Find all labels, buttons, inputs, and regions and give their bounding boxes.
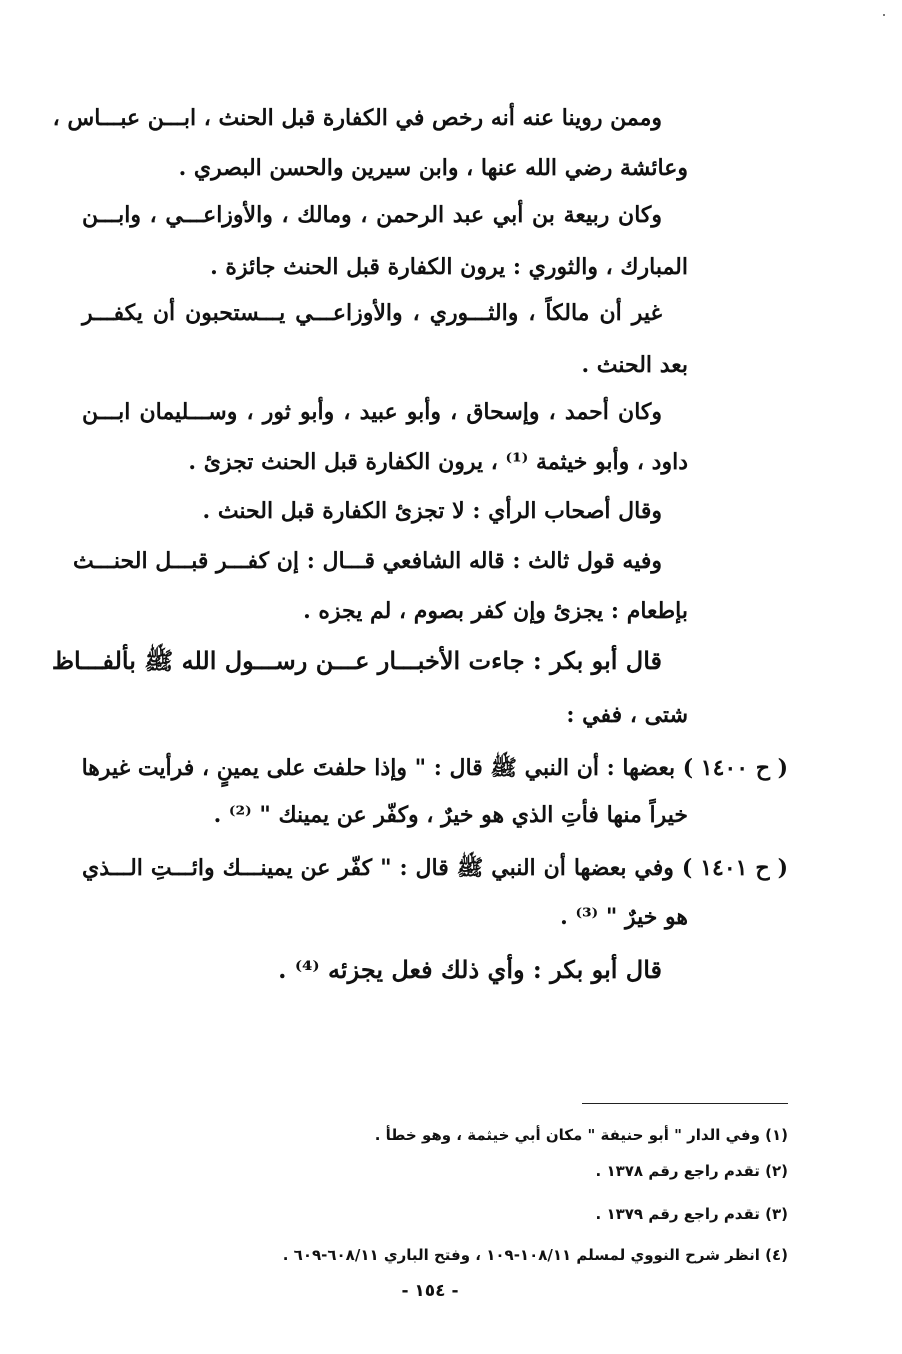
hadith-1401-line-1: ( ح ١٤٠١ ) وفي بعضها أن النبي ﷺ قال : " كفّر عن يمينـــك وائـــتِ الـــذي	[82, 855, 788, 881]
hadith-1400-line-2: خيراً منها فأتِ الذي هو خيرٌ ، وكفّر عن يمينك " ⁽²⁾ .	[213, 802, 688, 828]
footnote-3: (٣) تقدم راجع رقم ١٣٧٩ .	[595, 1205, 788, 1223]
body-line-2: وعائشة رضي الله عنها ، وابن سيرين والحسن البصري .	[178, 155, 688, 181]
body-line-final: قال أبو بكر : وأي ذلك فعل يجزئه ⁽⁴⁾ .	[278, 955, 662, 984]
body-line-3: وكان ربيعة بن أبي عبد الرحمن ، ومالك ، والأوزاعـــي ، وابـــن	[82, 202, 662, 228]
body-line-4: المبارك ، والثوري : يرون الكفارة قبل الحنث جائزة .	[210, 254, 688, 280]
body-line-13: شتى ، ففي :	[566, 702, 688, 728]
body-line-11: بإطعام : يجزئ وإن كفر بصوم ، لم يجزه .	[303, 598, 688, 624]
hadith-1400-line-1: ( ح ١٤٠٠ ) بعضها : أن النبي ﷺ قال : " وإذا حلفتَ على يمينٍ ، فرأيت غيرها	[81, 755, 788, 781]
body-line-12: قال أبو بكر : جاءت الأخبـــار عـــن رســـول الله ﷺ بألفـــاظ	[51, 646, 662, 675]
page-number: - ١٥٤ -	[401, 1281, 459, 1301]
footnote-separator	[582, 1103, 788, 1104]
body-line-10: وفيه قول ثالث : قاله الشافعي قـــال : إن كفـــر قبـــل الحنـــث	[72, 548, 662, 574]
body-line-5: غير أن مالكاً ، والثـــوري ، والأوزاعـــي يـــستحبون أن يكفـــر	[82, 300, 662, 326]
body-line-6: بعد الحنث .	[581, 352, 688, 378]
footnote-2: (٢) تقدم راجع رقم ١٣٧٨ .	[595, 1162, 788, 1180]
body-line-8: داود ، وأبو خيثمة ⁽¹⁾ ، يرون الكفارة قبل الحنث تجزئ .	[188, 449, 688, 475]
hadith-1401-line-2: هو خيرٌ " ⁽³⁾ .	[560, 904, 688, 930]
scan-edge-mark	[883, 14, 885, 16]
footnote-1: (١) وفي الدار " أبو حنيفة " مكان أبي خيثمة ، وهو خطأ .	[374, 1126, 788, 1144]
body-line-7: وكان أحمد ، وإسحاق ، وأبو عبيد ، وأبو ثور ، وســـليمان ابـــن	[82, 399, 662, 425]
footnote-4: (٤) انظر شرح النووي لمسلم ١٠٨/١١-١٠٩ ، وفتح الباري ٦٠٨/١١-٦٠٩ .	[282, 1246, 788, 1264]
body-line-9: وقال أصحاب الرأي : لا تجزئ الكفارة قبل الحنث .	[202, 498, 662, 524]
body-line-1: وممن روينا عنه أنه رخص في الكفارة قبل الحنث ، ابـــن عبـــاس ،	[52, 105, 662, 131]
